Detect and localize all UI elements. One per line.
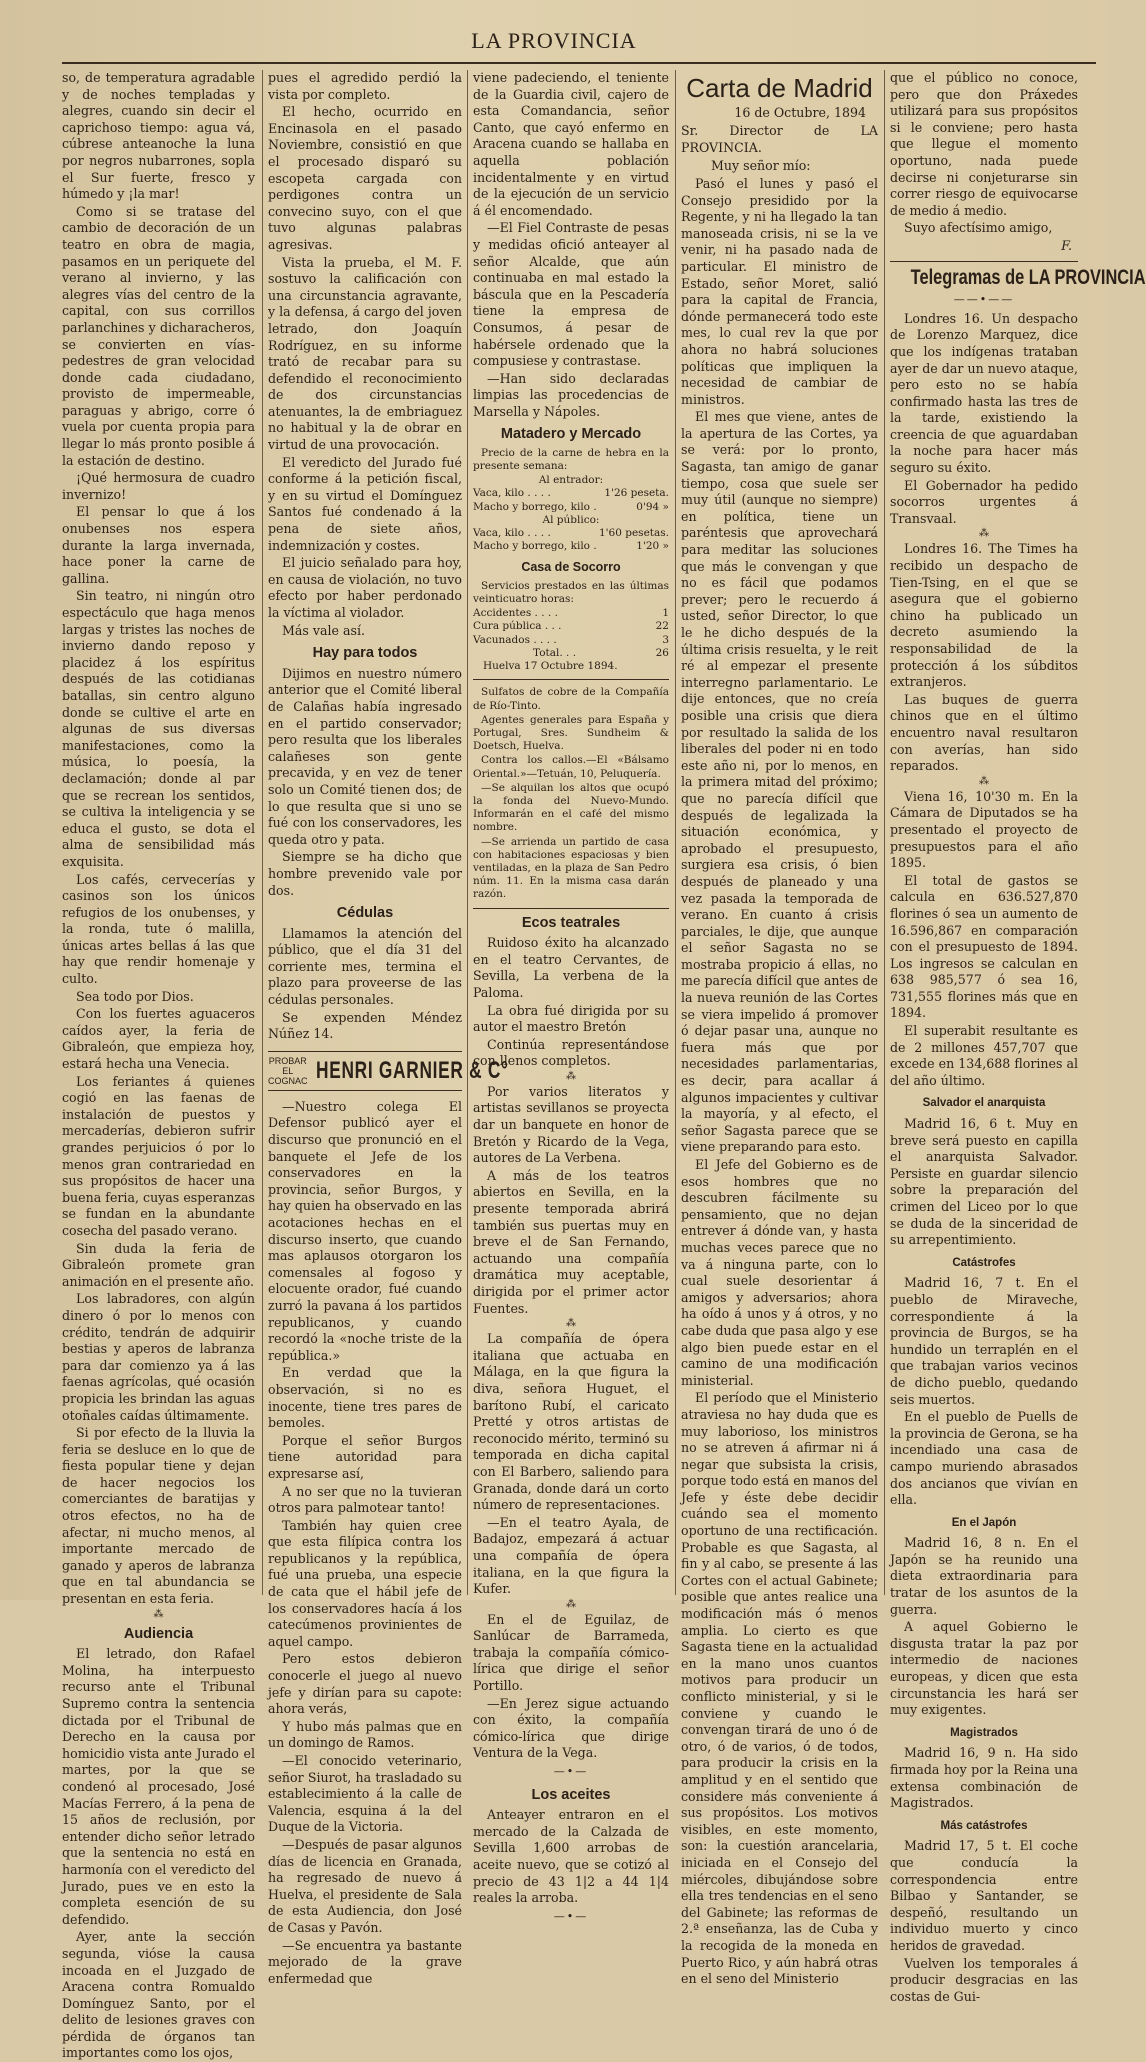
table-row bbox=[473, 487, 669, 500]
paragraph: Si por efecto de la lluvia la feria se desluce en lo que de fiesta popular tiene y dejan de hacer negocios los comerciantes de baratijas y otros efectos, no ha de afectar, ni mucho menos, al importante mercado de ganado y aperos de labranza que en tal abundancia se presentan en esta feria. bbox=[62, 1425, 255, 1607]
ecos-paras bbox=[473, 935, 669, 1762]
paragraph: En el de Eguilaz, de Sanlúcar de Barrameda, trabaja la compañía cómico-lírica que dirige el señor Portillo. bbox=[473, 1611, 669, 1694]
matadero-rows-1 bbox=[473, 487, 669, 513]
paragraph: —En el teatro Ayala, de Badajoz, empezará á actuar una compañía de ópera italiana, en la que figura la Kufer. bbox=[473, 1514, 669, 1597]
column-divider bbox=[675, 70, 676, 1595]
separator-stars: ⁂ bbox=[979, 528, 989, 540]
paragraph: El Gobernador ha pedido socorros urgentes á Transvaal. bbox=[890, 477, 1078, 526]
paragraph: Ruidoso éxito ha alcanzado en el teatro Cervantes, de Sevilla, La verbena de la Paloma. bbox=[473, 935, 669, 1000]
row-value: 22 bbox=[655, 620, 669, 633]
row-value: 1'20 » bbox=[636, 540, 669, 553]
paragraph: Sea todo por Dios. bbox=[76, 988, 194, 1004]
paragraph: El total de gastos se calcula en 636.527,870 florines ó sea un aumento de 16.596,867 en comparación con el presupuesto de 1894. Los ingresos se calculan en 638 985,577 ó sea 16, 731,555 florines más que en 1894. bbox=[890, 872, 1078, 1021]
magistrados-text: Madrid 16, 9 n. Ha sido firmada hoy por la Reina una extensa combinación de Magistrados. bbox=[890, 1745, 1078, 1811]
row-value: 0'94 » bbox=[636, 500, 669, 513]
total-value: 26 bbox=[655, 646, 669, 659]
paragraph: Porque el señor Burgos tiene autoridad para expresarse así, bbox=[268, 1432, 462, 1481]
row-value: 1 bbox=[662, 607, 669, 620]
matadero-table bbox=[473, 447, 669, 553]
column-divider bbox=[262, 70, 263, 1595]
paragraph: Sin teatro, ni ningún otro espectáculo que haga menos largas y tristes las noches de invierno dando reposo y placidez á los espíritus después de las cotidianas batallas, sin centro alguno donde se cultive el arte en algunas de sus diversas manifestaciones, como la música, lo poesía, la declamación; donde al par que se recrean los sentidos, se cultiva la inteligencia y se educa el gusto, se dota el alma de sensibilidad más exquisita. bbox=[62, 588, 255, 869]
row-value: 1'60 pesetas. bbox=[598, 526, 669, 539]
paragraph: A aquel Gobierno le disgusta tratar la paz por intermedio de naciones europeas, y dicen que esta circunstancia les hará ser muy exigentes. bbox=[890, 1619, 1078, 1718]
column-3 bbox=[473, 70, 669, 1923]
date-line: Huelva 17 Octubre 1894. bbox=[483, 660, 618, 673]
paragraph: Vuelven los temporales á producir desgracias en las costas de Gui- bbox=[890, 1955, 1078, 2004]
paragraph: Anteayer entraron en el mercado de la Calzada de Sevilla 1,600 arrobas de aceite nuevo, que se cotizó al precio de 43 1|2 a 44 1|4 reales la arroba. bbox=[473, 1807, 669, 1906]
paragraph: —Nuestro colega El Defensor publicó ayer el discurso que pronunció en el banquete el Jefe de los conservadores en la provincia, señor Burgos, y hay quien ha observado en las acotaciones hechas en el discurso inserto, que cuando mas aplausos otorgaron los comensales al fogoso y elocuente orador, fué cuando zurró la pavana á los partidos republicanos, y cuando recordó la «noche triste de la república.» bbox=[268, 1098, 462, 1363]
hay-paras bbox=[268, 666, 462, 899]
col3-paras bbox=[473, 70, 669, 420]
row-label: Accidentes . . . . bbox=[473, 607, 558, 620]
paragraph: Los feriantes á quienes cogió en las faenas de instalación de puestos y mercaderías, debieron sufrir grandes perjuicios ó por lo menos gran contrariedad en sus propósitos de hacer una buena feria, cuyas esperanzas se fundan en la abundante cosecha del pasado verano. bbox=[62, 1073, 255, 1238]
ad-left-text bbox=[268, 1056, 308, 1086]
paragraph: que el público no conoce, pero que don Práxedes utilizará para sus propósitos si le conviene; pero hasta que llegue el momento oportuno, nada puede decirse ni conjeturarse sin correr riesgo de equivocarse de medio á medio. bbox=[890, 70, 1078, 218]
cognac-ad bbox=[268, 1051, 509, 1091]
paragraph: El hecho, ocurrido en Encinasola en el pasado Noviembre, consistió en que el procesado disparó su escopeta cargada con perdigones contra un convecino suyo, con el que tuvo algunas palabras agresivas. bbox=[268, 104, 462, 252]
separator-stars: ⁂ bbox=[979, 775, 989, 787]
row-label: Vaca, kilo . . . . bbox=[473, 487, 551, 500]
column-divider bbox=[467, 70, 468, 1595]
matadero-rows-2 bbox=[473, 527, 669, 553]
paragraph: Con los fuertes aguaceros caídos ayer, la feria de Gibraleón, que empieza hoy, estará hecha una Venecia. bbox=[62, 1006, 255, 1072]
paragraph: Los cafés, cervecerías y casinos son los únicos refugios de los onubenses, y la ronda, tute ó malilla, únicas artes bellas á las que hay que rendir homenaje y culto. bbox=[62, 871, 255, 987]
carta-paras bbox=[681, 176, 878, 1988]
cedulas-title: Cédulas bbox=[336, 905, 394, 922]
al-publico: Al público: bbox=[542, 513, 600, 526]
carta-salute: Sr. Director de LA PROVINCIA. bbox=[681, 123, 878, 155]
paragraph: El superabit resultante es de 2 millones 457,707 que excede en 134,688 florines al del año último. bbox=[890, 1023, 1078, 1088]
al-entrador: Al entrador: bbox=[538, 474, 604, 487]
row-value: 1'26 peseta. bbox=[604, 487, 669, 500]
divider bbox=[473, 908, 669, 909]
paragraph: El período que el Ministerio atraviesa no hay duda que es muy laborioso, los ministros no se atreven á afirmar ni á negar que subsista la crisis, porque todo está en manos del Jefe y éste debe decidir cuándo sea el momento oportuno de una rectificación. Probable es que Sagasta, al fin y al cabo, se presente á las Cortes con el actual Gabinete; posible que antes realice una modificación más ó menos amplia. Lo cierto es que Sagasta tiene en la actualidad en la mano unos cuantos motivos para producir un conflicto ministerial, y si le conviene y cuando le convengan tirará de uno ó de otro, ó de varios, ó de todos, para producir la crisis en la amplitud y en el sentido que considere más conveniente á sus propósitos. Los motivos visibles, en este momento, son: la cuestión arancelaria, iniciada en el Consejo del miércoles, dibujándose sobre ella tres tendencias en el seno del Gabinete; las reformas de 2.ª enseñanza, las de Cuba y la recogida de la moneda en Puerto Rico, y aún habrá otras en el seno del Ministerio bbox=[681, 1390, 878, 1987]
masthead: LA PROVINCIA bbox=[471, 28, 637, 53]
japon-paras bbox=[890, 1535, 1078, 1719]
paragraph: Madrid 16, 7 t. En el pueblo de Miraveche, correspondiente á la provincia de Burgos, se ha hundido un terraplén en el que trabajan varios vecinos de dicho pueblo, quedando seis muertos. bbox=[890, 1275, 1078, 1407]
divider bbox=[890, 261, 1078, 262]
ornament: —•— bbox=[553, 1765, 589, 1779]
catastrofes-paras bbox=[890, 1275, 1078, 1508]
col1-paras bbox=[62, 70, 255, 1608]
paragraph: —Se alquilan los altos que ocupó la fonda del Nuevo-Mundo. Informarán en el café del mismo nombre. bbox=[473, 781, 669, 834]
paragraph: Las buques de guerra chinos que en el último encuentro naval resultaron con averías, han sido reparados. bbox=[890, 691, 1078, 774]
ornament: ——•—— bbox=[953, 293, 1015, 307]
paragraph: Más vale así. bbox=[282, 622, 365, 638]
paragraph: —Se arrienda un partido de casa con habitaciones espaciosas y bien ventiladas, en la plaza de San Pedro núm. 11. En la misma casa darán razón. bbox=[473, 835, 669, 901]
paragraph: Londres 16. The Times ha recibido un despacho de Tien-Tsing, en el que se asegura que el gobierno chino ha publicado un decreto asumiendo la responsabilidad de la protección á los súbditos extranjeros. bbox=[890, 541, 1078, 690]
paragraph: Contra los callos.—El «Bálsamo Oriental.»—Tetuán, 10, Peluquería. bbox=[473, 754, 669, 780]
row-label: Cura pública . . . bbox=[473, 620, 562, 633]
table-row bbox=[473, 501, 669, 514]
socorro-intro: Servicios prestados en las últimas veinticuatro horas: bbox=[473, 579, 669, 606]
paragraph: Sin duda la feria de Gibraleón promete gran animación en el presente año. bbox=[62, 1240, 255, 1289]
paragraph: Se expenden Méndez Núñez 14. bbox=[268, 1009, 462, 1042]
paragraph: Sulfatos de cobre de la Compañía de Río-Tinto. bbox=[473, 686, 669, 712]
paragraph: Siempre se ha dicho que hombre prevenido vale por dos. bbox=[268, 849, 462, 898]
row-label: Macho y borrego, kilo . bbox=[473, 500, 597, 513]
paragraph: El juicio señalado para hoy, en causa de violación, no tuvo efecto por haber perdonado la víctima al violador. bbox=[268, 555, 462, 620]
header-rule bbox=[62, 62, 1096, 64]
column-2 bbox=[268, 70, 509, 1986]
paragraph: Agentes generales para España y Portugal, Sres. Sundheim & Doetsch, Huelva. bbox=[473, 713, 669, 753]
row-label: Macho y borrego, kilo . bbox=[473, 540, 597, 553]
paragraph: pues el agredido perdió la vista por completo. bbox=[268, 70, 462, 102]
paragraph: Suyo afectísimo amigo, bbox=[904, 220, 1053, 236]
audiencia-paras bbox=[62, 1646, 255, 2062]
magistrados-title: Magistrados bbox=[950, 1726, 1018, 1739]
paragraph: El veredicto del Jurado fué conforme á la petición fiscal, y en su virtud el Domínguez Santos fué condenado á la pena de siete años, indemnización y costes. bbox=[268, 454, 462, 553]
col2-paras bbox=[268, 70, 462, 639]
separator-stars: ⁂ bbox=[153, 1608, 164, 1620]
ad-line: EL bbox=[282, 1065, 294, 1076]
catastrofes-title: Catástrofes bbox=[952, 1256, 1016, 1269]
table-row bbox=[473, 634, 669, 647]
paragraph: Ayer, ante la sección segunda, vióse la causa incoada en el Juzgado de Aracena contra Romualdo Domínguez Santo, por el delito de lesiones graves con pérdida de órganos tan importantes como los ojos, bbox=[62, 1929, 255, 2061]
paragraph: —Han sido declaradas limpias las procedencias de Marsella y Nápoles. bbox=[473, 370, 669, 419]
ad-line: COGNAC bbox=[268, 1075, 308, 1086]
paragraph: Continúa representándose con llenos completos. bbox=[473, 1036, 669, 1069]
ecos-title: Ecos teatrales bbox=[521, 914, 621, 931]
paragraph: so, de temperatura agradable y de noches templadas y alegres, cuando sin decir el caprichoso tiempo: agua vá, cúbrese anteanoche la luna por negros nubarrones, sopla el Sur fuerte, fresco y húmedo y ¡la mar! bbox=[62, 70, 255, 202]
row-label: Vaca, kilo . . . . bbox=[473, 526, 551, 539]
paragraph: El mes que viene, antes de la apertura de las Cortes, ya se verá: por lo pronto, Sagasta, tan amigo de ganar tiempo, cosa que suele ser muy útil (aunque no siempre) en política, tiene un paréntesis que aprovechará para meditar las soluciones que más le convengan y que no es fácil que podamos prever; pero le recuerdo á usted, señor Director, lo que le he dicho después de la última crisis resuelta, y le reit ré al empezar el presente interregno parlamentario. Le dije entonces, que no creía posible una crisis que diera por resultado la salida de los liberales del poder ni en todo este año ni, por lo menos, en la primera mitad del próximo; que no parecía difícil que después de legalizada la situación económica, y aprobado el presupuesto, surgiera esa crisis, ó bien después de planeado y una vez pasada la temporada de verano. En cuanto á crisis parciales, le dije, que aunque el señor Sagasta no se mostraba propicio á ellas, no me parecía difícil que antes de la nueva reunión de las Cortes se viera impelido á promover ó dejar pasar una, aunque no fuera más que por necesidades parlamentarias, es decir, para acallar á algunos impacientes y cultivar la mayoría, y al efecto, el señor Sagasta parece que se viene preparando para esto. bbox=[681, 409, 878, 1155]
salvador-text: Madrid 16, 6 t. Muy en breve será puesto en capilla el anarquista Salvador. Persiste en guardar silencio sobre la preparación del crimen del Liceo por lo que se duda de la sinceridad de su arrepentimiento. bbox=[890, 1116, 1078, 1248]
paragraph: Los labradores, con algún dinero ó por lo menos con crédito, tendrán de adquirir bestias y aperos de labranza para dar comienzo ya á las faenas agrícolas, qué ocasión propicia les brindan las aguas otoñales caídas últimamente. bbox=[62, 1291, 255, 1423]
paragraph: —Se encuentra ya bastante mejorado de la grave enfermedad que bbox=[268, 1937, 462, 1986]
column-1 bbox=[62, 70, 255, 2061]
separator-stars: ⁂ bbox=[566, 1598, 576, 1610]
salvador-title: Salvador el anarquista bbox=[922, 1097, 1046, 1110]
paragraph: Por varios literatos y artistas sevillanos se proyecta dar un banquete en honor de Bretón y Ricardo de la Vega, autores de La Verbena. bbox=[473, 1083, 669, 1166]
ad-brand: HENRI GARNIER & C° bbox=[315, 1056, 509, 1084]
paragraph: Madrid 16, 8 n. En el Japón se ha reunido una dieta extraordinaria para tratar de los asuntos de la guerra. bbox=[890, 1535, 1078, 1617]
aceites-title: Los aceites bbox=[531, 1786, 611, 1803]
paragraph: —El conocido veterinario, señor Siurot, ha trasladado su establecimiento á la calle de Valencia, esquina á la del Duque de la Victoria. bbox=[268, 1753, 462, 1835]
paragraph: Como si se tratase del cambio de decoración de un teatro en obra de magia, pasamos en un periquete del verano al invierno, y las alegres vías del centro de la capital, con sus corrillos parlanchines y dicharacheros, se convierten en vías-pedestres de gran velocidad donde cada ciudadano, provisto de impermeable, paraguas y abrigo, corre ó vuela por cuenta propia para llegar lo más pronto posible á la estación de destino. bbox=[62, 203, 255, 468]
paragraph: El pensar lo que á los onubenses nos espera durante la larga invernada, hace poner la carne de gallina. bbox=[62, 504, 255, 586]
socorro-rows bbox=[473, 607, 669, 647]
row-label: Vacunados . . . . bbox=[473, 633, 557, 646]
japon-title: En el Japón bbox=[951, 1516, 1017, 1529]
paragraph: —El Fiel Contraste de pesas y medidas ofició anteayer al señor Alcalde, que aún continuaba en mal estado la báscula que en la Pescadería tiene la empresa de Consumos, á pesar de habérsele ordenado que la compusiese y contrastase. bbox=[473, 220, 669, 369]
divider bbox=[473, 679, 669, 680]
paragraph: Pasó el lunes y pasó el Consejo presidido por la Regente, y ni ha llegado la tan manoseada crisis, ni se la ve venir, ni ha pasado nada de particular. El ministro de Estado, señor Moret, salió para la capital de Francia, dónde permanecerá todo este mes, lo cual rev la que por ahora no habrá soluciones políticas que impliquen la necesidad de cambiar de ministros. bbox=[681, 175, 878, 407]
ornament: —•— bbox=[553, 1909, 589, 1923]
separator-stars: ⁂ bbox=[566, 1318, 576, 1330]
paragraph: viene padeciendo, el teniente de la Guardia civil, cajero de esta Comandancia, señor Canto, que cayó enfermo en Aracena cuando se hallaba en aquella población incidentalmente y en virtud de la ejecución de un servicio á él encomendado. bbox=[473, 70, 669, 218]
paragraph: El Jefe del Gobierno es de esos hombres que no descubren fácilmente su pensamiento, que no dejan entrever á dónde van, y hasta muchas veces parece que no va á ninguna parte, con lo cual suele desorientar á amigos y adversarios; ahora ha oído á unos y á otros, y no cabe duda que pasa algo y ese algo bien puede estar en el camino de una modificación ministerial. bbox=[681, 1157, 878, 1388]
row-value: 3 bbox=[662, 633, 669, 646]
socorro-total bbox=[473, 647, 669, 660]
sulfatos-paras bbox=[473, 686, 669, 901]
aceites-paras bbox=[473, 1807, 669, 1907]
matadero-intro: Precio de la carne de hebra en la presente semana: bbox=[473, 447, 669, 473]
carta-title: Carta de Madrid bbox=[686, 73, 873, 103]
column-divider bbox=[884, 70, 885, 1595]
total-label: Total. . . bbox=[533, 646, 577, 659]
table-row bbox=[473, 540, 669, 553]
paragraph: En verdad que la observación, si no es inocente, tiene tres pares de bemoles. bbox=[268, 1365, 462, 1431]
column-5 bbox=[890, 70, 1146, 2004]
audiencia-title: Audiencia bbox=[123, 1625, 194, 1642]
paragraph: ¡Qué hermosura de cuadro invernizo! bbox=[62, 470, 255, 502]
telegramas-title: Telegramas de LA PROVINCIA bbox=[910, 265, 1146, 289]
mas-title: Más catástrofes bbox=[940, 1819, 1028, 1832]
paragraph: —Después de pasar algunos días de licencia en Granada, ha regresado de nuevo á Huelva, el presidente de Sala de esta Audiencia, don José de Casas y Pavón. bbox=[268, 1836, 462, 1935]
cedulas-paras bbox=[268, 926, 462, 1043]
socorro-table bbox=[473, 580, 669, 673]
paragraph: A no ser que no la tuvieran otros para palmotear tanto! bbox=[268, 1483, 462, 1516]
column-4 bbox=[681, 70, 878, 1987]
paragraph: Vista la prueba, el M. F. sostuvo la calificación con una circunstancia agravante, y la defensa, á cargo del joven letrado, don Joaquín Rodríguez, en su informe trató de recabar para su defendido el reconocimiento de dos circunstancias atenuantes, la de embriaguez no habitual y la de obrar en virtud de una provocación. bbox=[268, 254, 462, 453]
table-row bbox=[473, 620, 669, 633]
matadero-title: Matadero y Mercado bbox=[500, 426, 642, 443]
socorro-title: Casa de Socorro bbox=[521, 560, 621, 575]
ad-line: PROBAR bbox=[268, 1055, 307, 1066]
paragraph: Viena 16, 10'30 m. En la Cámara de Diputados se ha presentado el proyecto de presupuestos para el año 1895. bbox=[890, 788, 1078, 871]
paragraph: —En Jerez sigue actuando con éxito, la compañía cómico-lírica que dirige Ventura de la Vega. bbox=[473, 1695, 669, 1761]
paragraph: La compañía de ópera italiana que actuaba en Málaga, en la que figura la diva, señora Huguet, el barítono Rubí, el caricato Pretté y otros artistas de reconocido mérito, terminó su temporada en dicha capital con El Barbero, saliendo para Granada, donde dará un corto número de representaciones. bbox=[473, 1331, 669, 1513]
paragraph: Dijimos en nuestro número anterior que el Comité liberal de Calañas había ingresado en el partido conservador; pero resulta que los liberales calañeses son gente precavida, y en vez de tener solo un Comité tienen dos; de lo que resulta que si uno se fué con los conservadores, les queda otro y pata. bbox=[268, 665, 462, 847]
paragraph: También hay quien cree que esta filípica contra los republicanos y la república, fué una prueba, una especie de cata que el hábil jefe de los conservadores hacía á los catecúmenos provinientes de aquel campo. bbox=[268, 1517, 462, 1649]
paragraph: Madrid 17, 5 t. El coche que conducía la correspondencia entre Bilbao y Santander, se despeñó, resultando un individuo muerto y cinco heridos de gravedad. bbox=[890, 1838, 1078, 1953]
paragraph: El letrado, don Rafael Molina, ha interpuesto recurso ante el Tribunal Supremo contra la sentencia dictada por el Tribunal de Derecho en la causa por homicidio vista ante Jurado el martes, por la que se condenó al procesado, José Macías Ferrero, á la pena de 15 años de reclusión, por entender dicho señor letrado que la sentencia no está en harmonía con el veredicto del Jurado, pues ve en esto la completa esención de su defendido. bbox=[62, 1646, 255, 1927]
paragraph: Pero estos debieron conocerle el juego al nuevo jefe y dirían para su capote: ahora verás, bbox=[268, 1651, 462, 1717]
teleg-paras bbox=[890, 311, 1078, 1090]
carta-date: 16 de Octubre, 1894 bbox=[734, 104, 866, 120]
carta-greeting: Muy señor mío: bbox=[711, 158, 811, 174]
paragraph: A más de los teatros abiertos en Sevilla, en la presente temporada abrirá también sus puertas muy en breve el de San Fernando, actuando una compañía dramática muy aceptable, dirigida por el primer actor Fuentes. bbox=[473, 1167, 669, 1316]
col5-paras bbox=[890, 70, 1078, 237]
signature: F. bbox=[1061, 237, 1072, 253]
paragraph: La obra fué dirigida por su autor el maestro Bretón bbox=[473, 1002, 669, 1035]
table-row bbox=[473, 607, 669, 620]
table-row bbox=[473, 527, 669, 540]
hay-title: Hay para todos bbox=[312, 645, 418, 662]
paragraph: Londres 16. Un despacho de Lorenzo Marquez, dice que los indígenas trataban ayer de dar un nuevo ataque, pero esto no se había confirmado hasta las tres de la tarde, existiendo la creencia de que aguardaban la noche para hacer más seguro su éxito. bbox=[890, 310, 1078, 476]
separator-stars: ⁂ bbox=[566, 1070, 576, 1082]
paragraph: Llamamos la atención del público, que el día 31 del corriente mes, termina el plazo para proveerse de las cédulas personales. bbox=[268, 925, 462, 1008]
mas-paras bbox=[890, 1838, 1078, 2005]
after-ad-paras bbox=[268, 1099, 462, 1987]
paragraph: Y hubo más palmas que en un domingo de Ramos. bbox=[268, 1718, 462, 1751]
paragraph: En el pueblo de Puells de la provincia de Gerona, se ha incendiado una casa de campo muriendo abrasados dos ancianos que vivían en ella. bbox=[890, 1409, 1078, 1508]
